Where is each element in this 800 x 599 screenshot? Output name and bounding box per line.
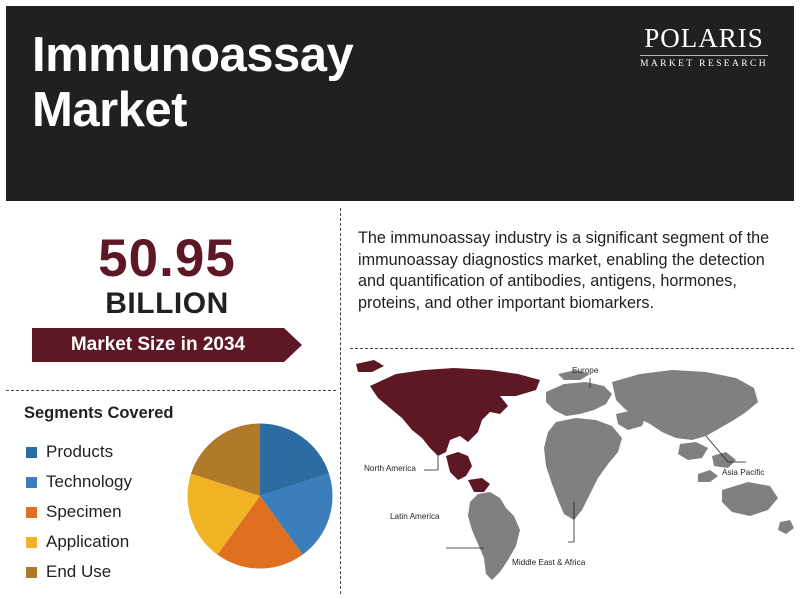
map-label-middle-east-africa: Middle East & Africa [512,558,586,567]
vertical-divider [340,208,341,594]
map-label-europe: Europe [572,366,599,375]
segments-heading: Segments Covered [24,404,174,422]
map-label-north-america: North America [364,464,416,473]
legend-swatch-technology [26,477,37,488]
pie-svg [186,422,334,570]
legend-swatch-products [26,447,37,458]
region-europe [546,370,612,416]
ribbon-label: Market Size in 2034 [32,328,284,362]
market-size-value: 50.95 [98,229,236,288]
segment-label: Application [46,532,130,551]
list-item [26,557,186,587]
region-middle-east-africa [544,410,646,520]
market-description: The immunoassay industry is a significant segment of the immunoassay diagnostics market, enabling the detection and quantification of antibodies, antigens, hormones, proteins, and other important biomarkers. [358,229,770,312]
logo-wordmark: POLARIS [644,23,764,53]
logo-tagline: MARKET RESEARCH [640,59,768,70]
segments-pie-chart [186,422,334,570]
world-map [350,352,796,594]
header-banner [6,6,794,201]
legend-swatch-application [26,537,37,548]
left-horizontal-divider [6,390,336,391]
page-title: Immunoassay Market [32,28,354,137]
legend-swatch-enduse [26,567,37,578]
market-size-unit: BILLION [105,287,229,320]
segment-label: Specimen [46,502,122,521]
ribbon-arrow-icon [284,328,302,362]
right-horizontal-divider [350,348,794,349]
map-label-asia-pacific: Asia Pacific [722,468,765,477]
list-item [26,527,186,557]
list-item [26,437,186,467]
list-item [26,467,186,497]
brand-logo [640,24,768,69]
legend-swatch-specimen [26,507,37,518]
segment-label: Products [46,442,114,461]
logo-divider [640,55,768,56]
list-item [26,497,186,527]
segments-legend [26,437,186,587]
segment-label: Technology [46,472,133,491]
map-label-latin-america: Latin America [390,512,440,521]
region-asia-pacific [612,370,794,534]
segment-label: End Use [46,562,112,581]
market-size-ribbon [32,328,302,362]
